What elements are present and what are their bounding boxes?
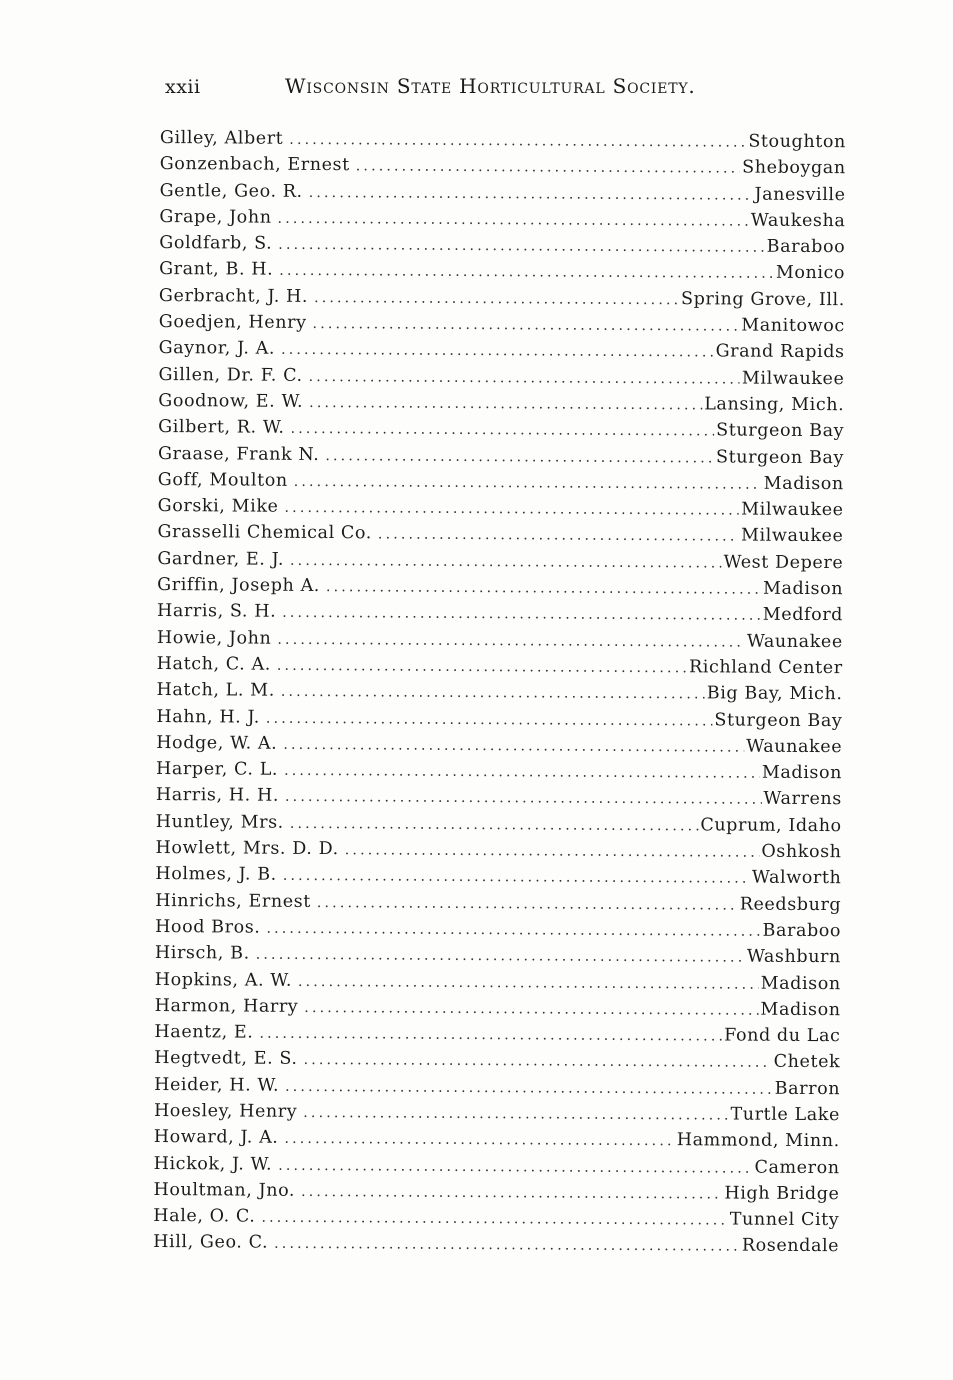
list-item <box>159 256 845 286</box>
member-location: Richland Center <box>688 657 843 679</box>
member-location: Janesville <box>754 184 846 205</box>
list-item <box>158 441 844 471</box>
dot-leader <box>283 863 750 892</box>
dot-leader <box>282 600 761 629</box>
dot-leader <box>314 285 679 313</box>
dot-leader <box>266 705 713 734</box>
member-location: Waunakee <box>746 631 843 652</box>
member-name: Howlett, Mrs. D. D. <box>155 838 339 860</box>
dot-leader <box>304 995 758 1024</box>
member-name: Harris, S. H. <box>156 601 277 623</box>
member-location: Hammond, Minn. <box>676 1130 840 1152</box>
dot-leader <box>256 942 745 971</box>
list-item <box>155 993 841 1023</box>
list-item <box>154 1019 840 1049</box>
list-item <box>159 335 845 365</box>
dot-leader <box>281 679 705 708</box>
list-item <box>160 178 846 208</box>
member-name: Gilley, Albert <box>159 127 284 149</box>
list-item <box>156 835 842 865</box>
dot-leader <box>298 968 759 997</box>
list-item <box>154 1045 840 1075</box>
dot-leader <box>309 364 740 393</box>
member-location: Madison <box>763 473 844 495</box>
member-name: Gaynor, J. A. <box>158 338 276 360</box>
member-name: Howard, J. A. <box>153 1127 279 1149</box>
list-item <box>158 414 844 444</box>
list-item <box>157 625 843 655</box>
member-location: Milwaukee <box>740 526 844 547</box>
dot-leader <box>378 522 739 550</box>
member-name: Harper, C. L. <box>156 759 279 780</box>
member-location: Turtle Lake <box>730 1104 841 1126</box>
dot-leader <box>303 1100 728 1129</box>
member-location: Medford <box>762 605 844 626</box>
list-item <box>157 598 843 628</box>
dot-leader <box>304 1047 772 1076</box>
dot-leader <box>325 443 714 471</box>
member-location: Warrens <box>763 789 842 810</box>
list-item <box>157 546 843 576</box>
list-item <box>158 362 844 392</box>
member-location: Milwaukee <box>741 368 845 389</box>
member-location: Chetek <box>773 1052 841 1073</box>
dot-leader <box>313 311 740 340</box>
dot-leader <box>285 784 762 813</box>
list-item <box>160 125 846 155</box>
member-location: Waunakee <box>746 736 843 758</box>
member-name: Howie, John <box>156 627 272 649</box>
dot-leader <box>261 1205 727 1234</box>
list-item <box>154 1072 840 1102</box>
list-item <box>156 704 842 734</box>
member-name: Harris, H. H. <box>155 785 280 807</box>
member-location: Walworth <box>751 867 842 889</box>
member-location: Stoughton <box>748 131 846 153</box>
member-location: Tunnel City <box>729 1209 840 1231</box>
dot-leader <box>278 232 765 261</box>
list-item <box>157 572 843 602</box>
member-name: Haentz, E. <box>154 1022 254 1043</box>
member-name: Hatch, L. M. <box>156 680 275 701</box>
list-item <box>159 283 845 313</box>
member-location: Madison <box>761 762 843 784</box>
member-name: Hegtvedt, E. S. <box>154 1048 298 1070</box>
list-item <box>153 1177 839 1207</box>
member-name: Hale, O. C. <box>153 1206 256 1227</box>
member-location: Big Bay, Mich. <box>706 683 843 705</box>
member-name: Hickok, J. W. <box>153 1153 273 1175</box>
list-item <box>155 888 841 918</box>
member-location: Madison <box>760 999 841 1020</box>
member-name: Goodnow, E. W. <box>158 390 304 412</box>
dot-leader <box>290 548 722 577</box>
member-location: Spring Grove, Ill. <box>680 288 846 310</box>
member-name: Gonzenbach, Ernest <box>159 154 350 176</box>
list-item <box>158 388 844 418</box>
member-name: Heider, H. W. <box>154 1074 280 1096</box>
member-name: Griffin, Joseph A. <box>157 575 321 597</box>
member-location: Manitowoc <box>741 315 845 337</box>
member-location: Fond du Lac <box>724 1025 841 1047</box>
member-location: Lansing, Mich. <box>704 394 845 416</box>
member-location: Oshkosh <box>761 841 842 863</box>
member-location: Madison <box>762 578 844 600</box>
member-name: Goedjen, Henry <box>158 312 307 333</box>
list-item <box>157 519 843 549</box>
member-name: Holmes, J. B. <box>155 864 277 886</box>
member-name: Grant, B. H. <box>159 259 274 281</box>
list-item <box>158 493 844 523</box>
list-item <box>156 677 842 707</box>
member-name: Hahn, H. J. <box>156 706 261 728</box>
member-location: Washburn <box>746 946 841 968</box>
member-location: High Bridge <box>724 1183 840 1205</box>
member-location: Milwaukee <box>741 499 844 521</box>
member-location: Grand Rapids <box>715 341 845 363</box>
dot-leader <box>284 758 760 787</box>
member-location: Sturgeon Bay <box>714 709 843 731</box>
running-title: Wisconsin State Horticultural Society. <box>285 74 696 98</box>
dot-leader <box>277 653 687 682</box>
member-location: Sturgeon Bay <box>715 446 845 468</box>
member-location: Sturgeon Bay <box>716 420 845 442</box>
member-name: Goldfarb, S. <box>159 233 273 254</box>
member-name: Hatch, C. A. <box>156 653 271 675</box>
dot-leader <box>278 206 749 235</box>
list-item <box>156 730 842 760</box>
member-name: Gilbert, R. W. <box>158 417 285 439</box>
dot-leader <box>290 811 699 839</box>
member-name: Hirsch, B. <box>154 943 250 964</box>
member-name: Hood Bros. <box>155 916 261 938</box>
list-item <box>157 651 843 681</box>
list-item <box>159 204 845 234</box>
member-location: Sheboygan <box>742 157 846 179</box>
member-name: Hopkins, A. W. <box>154 969 293 991</box>
member-name: Gorski, Mike <box>157 496 279 517</box>
list-item <box>156 809 842 839</box>
member-name: Houltman, Jno. <box>153 1179 296 1201</box>
page-header <box>165 74 765 98</box>
member-name: Graase, Frank N. <box>157 443 320 465</box>
list-item <box>155 940 841 970</box>
dot-leader <box>326 574 761 603</box>
dot-leader <box>301 1179 722 1208</box>
member-location: West Depere <box>723 552 844 573</box>
dot-leader <box>317 890 738 919</box>
member-location: Cameron <box>754 1157 840 1178</box>
dot-leader <box>285 1073 773 1102</box>
list-item <box>160 151 846 181</box>
member-name: Goff, Moulton <box>157 469 288 491</box>
dot-leader <box>291 416 715 445</box>
dot-leader <box>284 495 739 524</box>
list-item <box>159 309 845 339</box>
dot-leader <box>309 390 702 418</box>
member-location: Madison <box>760 973 841 994</box>
member-location: Baraboo <box>762 920 842 942</box>
dot-leader <box>345 837 760 866</box>
member-location: Cuprum, Idaho <box>700 815 842 836</box>
list-item <box>155 861 841 891</box>
list-item <box>154 1124 840 1154</box>
member-location: Baraboo <box>766 236 846 258</box>
list-item <box>156 782 842 812</box>
list-item <box>156 756 842 786</box>
member-name: Hill, Geo. C. <box>153 1232 269 1254</box>
member-name: Huntley, Mrs. <box>155 811 284 833</box>
list-item <box>155 966 841 996</box>
dot-leader <box>294 469 762 498</box>
dot-leader <box>356 153 741 181</box>
dot-leader <box>281 337 714 366</box>
member-name: Gardner, E. J. <box>157 548 285 570</box>
member-location: Reedsburg <box>739 894 842 915</box>
member-name: Hodge, W. A. <box>156 732 278 754</box>
member-location: Barron <box>774 1078 841 1099</box>
list-item <box>153 1229 839 1259</box>
dot-leader <box>259 1021 722 1050</box>
dot-leader <box>309 180 753 209</box>
dot-leader <box>274 1231 740 1260</box>
dot-leader <box>279 258 774 287</box>
member-name: Harmon, Harry <box>154 995 299 1017</box>
list-item <box>155 914 841 944</box>
member-name: Hinrichs, Ernest <box>155 890 311 912</box>
member-name: Grasselli Chemical Co. <box>157 522 373 544</box>
dot-leader <box>283 732 744 761</box>
list-item <box>153 1203 839 1233</box>
member-location: Monico <box>775 263 846 284</box>
page-number: xxii <box>165 76 201 98</box>
dot-leader <box>278 1152 752 1181</box>
dot-leader <box>277 626 745 655</box>
dot-leader <box>284 1126 674 1154</box>
member-name: Gillen, Dr. F. C. <box>158 364 303 386</box>
member-name: Gerbracht, J. H. <box>158 285 309 307</box>
member-name: Gentle, Geo. R. <box>159 180 303 202</box>
member-location: Rosendale <box>741 1236 840 1257</box>
member-location: Waukesha <box>750 210 846 232</box>
list-item <box>154 1151 840 1181</box>
list-item <box>154 1098 840 1128</box>
list-item <box>158 467 844 497</box>
list-item <box>159 230 845 260</box>
member-name: Grape, John <box>159 206 272 228</box>
member-name: Hoesley, Henry <box>153 1100 298 1122</box>
dot-leader <box>289 127 746 156</box>
dot-leader <box>266 916 760 945</box>
member-list <box>153 125 846 1260</box>
